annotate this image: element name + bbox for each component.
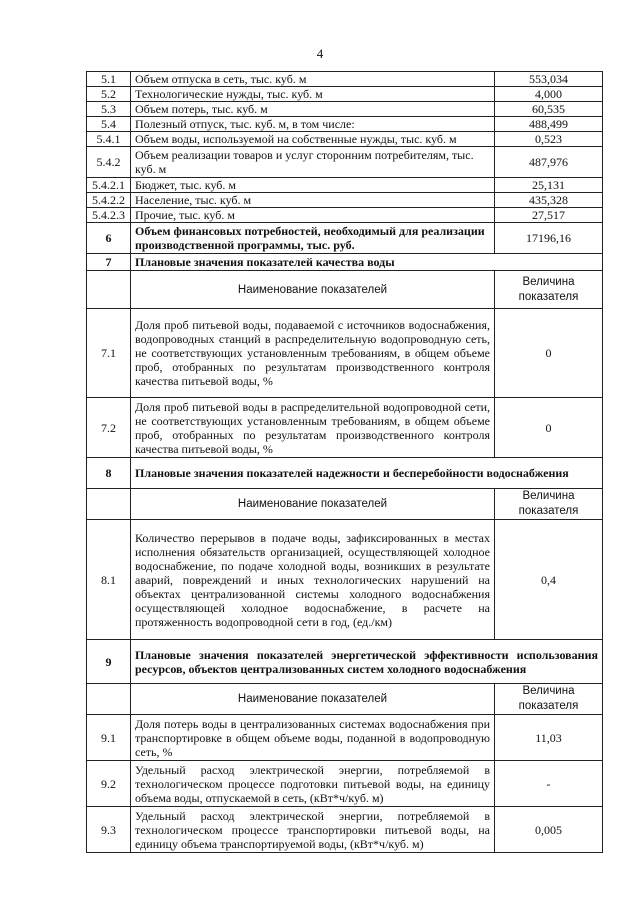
section-number: 8 [87, 458, 131, 489]
column-header-name: Наименование показателей [131, 684, 495, 715]
column-header-name: Наименование показателей [131, 489, 495, 520]
table-row [87, 147, 603, 178]
row-value: 27,517 [495, 208, 603, 223]
row-value: 4,000 [495, 87, 603, 102]
row-description: Объем финансовых потребностей, необходимый для реализации производственной программы, тыс. руб. [131, 223, 495, 254]
row-description: Удельный расход электрической энергии, потребляемой в технологическом процессе подготовки питьевой воды, на единицу объема воды, отпускаемой в сеть, (кВт*ч/куб. м) [131, 761, 495, 807]
page-number: 4 [316, 46, 324, 61]
row-value: 17196,16 [495, 223, 603, 254]
row-number: 5.2 [87, 87, 131, 102]
table-row [87, 761, 603, 807]
column-header-value: Величина показателя [495, 684, 603, 715]
section-heading-row [87, 254, 603, 271]
row-description: Полезный отпуск, тыс. куб. м, в том числе: [131, 117, 495, 132]
row-value: 0,4 [495, 520, 603, 640]
table-row [87, 117, 603, 132]
column-header-name: Наименование показателей [131, 271, 495, 309]
empty-cell [87, 684, 131, 715]
row-number: 5.1 [87, 72, 131, 87]
table-row [87, 132, 603, 147]
row-description: Технологические нужды, тыс. куб. м [131, 87, 495, 102]
table-row [87, 715, 603, 761]
row-value: 0,523 [495, 132, 603, 147]
table-row [87, 520, 603, 640]
section-heading-row [87, 458, 603, 489]
row-value: 0 [495, 398, 603, 458]
table-row [87, 178, 603, 193]
row-number: 5.4 [87, 117, 131, 132]
table-row [87, 807, 603, 853]
production-program-table [86, 71, 603, 853]
table-row [87, 208, 603, 223]
row-value: 553,034 [495, 72, 603, 87]
row-value: 0 [495, 309, 603, 398]
table-row [87, 398, 603, 458]
row-number: 6 [87, 223, 131, 254]
row-description: Количество перерывов в подаче воды, зафиксированных в местах исполнения обязательств организацией, осуществляющей холодное водоснабжение, по подаче холодной воды, возникших в результате аварий, повреждений и иных технологических нарушений на объектах централизованной системы холодного водоснабжения осуществляющей холодное водоснабжение, в расчете на протяженность водопроводной сети в год, (ед./км) [131, 520, 495, 640]
row-number: 9.2 [87, 761, 131, 807]
column-header-row [87, 489, 603, 520]
table-row [87, 309, 603, 398]
section-title: Плановые значения показателей энергетической эффективности использования ресурсов, объектов централизованных систем холодного водоснабжения [131, 640, 603, 684]
row-number: 9.1 [87, 715, 131, 761]
row-description: Удельный расход электрической энергии, потребляемой в технологическом процессе транспортировки питьевой воды, на единицу объема транспортируемой воды, (кВт*ч/куб. м) [131, 807, 495, 853]
table-row [87, 223, 603, 254]
section-title: Плановые значения показателей качества воды [131, 254, 603, 271]
row-number: 7.2 [87, 398, 131, 458]
row-description: Объем отпуска в сеть, тыс. куб. м [131, 72, 495, 87]
row-number: 5.4.2.1 [87, 178, 131, 193]
section-number: 7 [87, 254, 131, 271]
row-number: 5.4.1 [87, 132, 131, 147]
row-value: 488,499 [495, 117, 603, 132]
row-description: Население, тыс. куб. м [131, 193, 495, 208]
empty-cell [87, 271, 131, 309]
empty-cell [87, 489, 131, 520]
row-description: Объем воды, используемой на собственные нужды, тыс. куб. м [131, 132, 495, 147]
row-description: Объем потерь, тыс. куб. м [131, 102, 495, 117]
row-value: 487,976 [495, 147, 603, 178]
column-header-value: Величина показателя [495, 271, 603, 309]
row-description: Доля проб питьевой воды в распределительной водопроводной сети, не соответствующих установленным требованиям, в общем объеме проб, отобранных по результатам производственного контроля качества питьевой воды, % [131, 398, 495, 458]
row-value: - [495, 761, 603, 807]
table-row [87, 102, 603, 117]
table-row [87, 72, 603, 87]
table-row [87, 193, 603, 208]
row-description: Бюджет, тыс. куб. м [131, 178, 495, 193]
section-title: Плановые значения показателей надежности и бесперебойности водоснабжения [131, 458, 603, 489]
row-value: 435,328 [495, 193, 603, 208]
row-value: 60,535 [495, 102, 603, 117]
row-number: 5.4.2 [87, 147, 131, 178]
row-description: Доля потерь воды в централизованных системах водоснабжения при транспортировке в общем объеме воды, поданной в водопроводную сеть, % [131, 715, 495, 761]
row-value: 11,03 [495, 715, 603, 761]
row-number: 8.1 [87, 520, 131, 640]
row-description: Объем реализации товаров и услуг сторонним потребителям, тыс. куб. м [131, 147, 495, 178]
column-header-row [87, 271, 603, 309]
row-value: 25,131 [495, 178, 603, 193]
table-row [87, 87, 603, 102]
row-value: 0,005 [495, 807, 603, 853]
row-description: Доля проб питьевой воды, подаваемой с источников водоснабжения, водопроводных станций в распределительную водопроводную сеть, не соответствующих установленным требованиям, в общем объеме проб, отобранных по результатам производственного контроля качества питьевой воды, % [131, 309, 495, 398]
column-header-row [87, 684, 603, 715]
row-number: 5.4.2.3 [87, 208, 131, 223]
row-number: 9.3 [87, 807, 131, 853]
section-number: 9 [87, 640, 131, 684]
section-heading-row [87, 640, 603, 684]
column-header-value: Величина показателя [495, 489, 603, 520]
row-number: 5.4.2.2 [87, 193, 131, 208]
row-number: 5.3 [87, 102, 131, 117]
row-description: Прочие, тыс. куб. м [131, 208, 495, 223]
row-number: 7.1 [87, 309, 131, 398]
